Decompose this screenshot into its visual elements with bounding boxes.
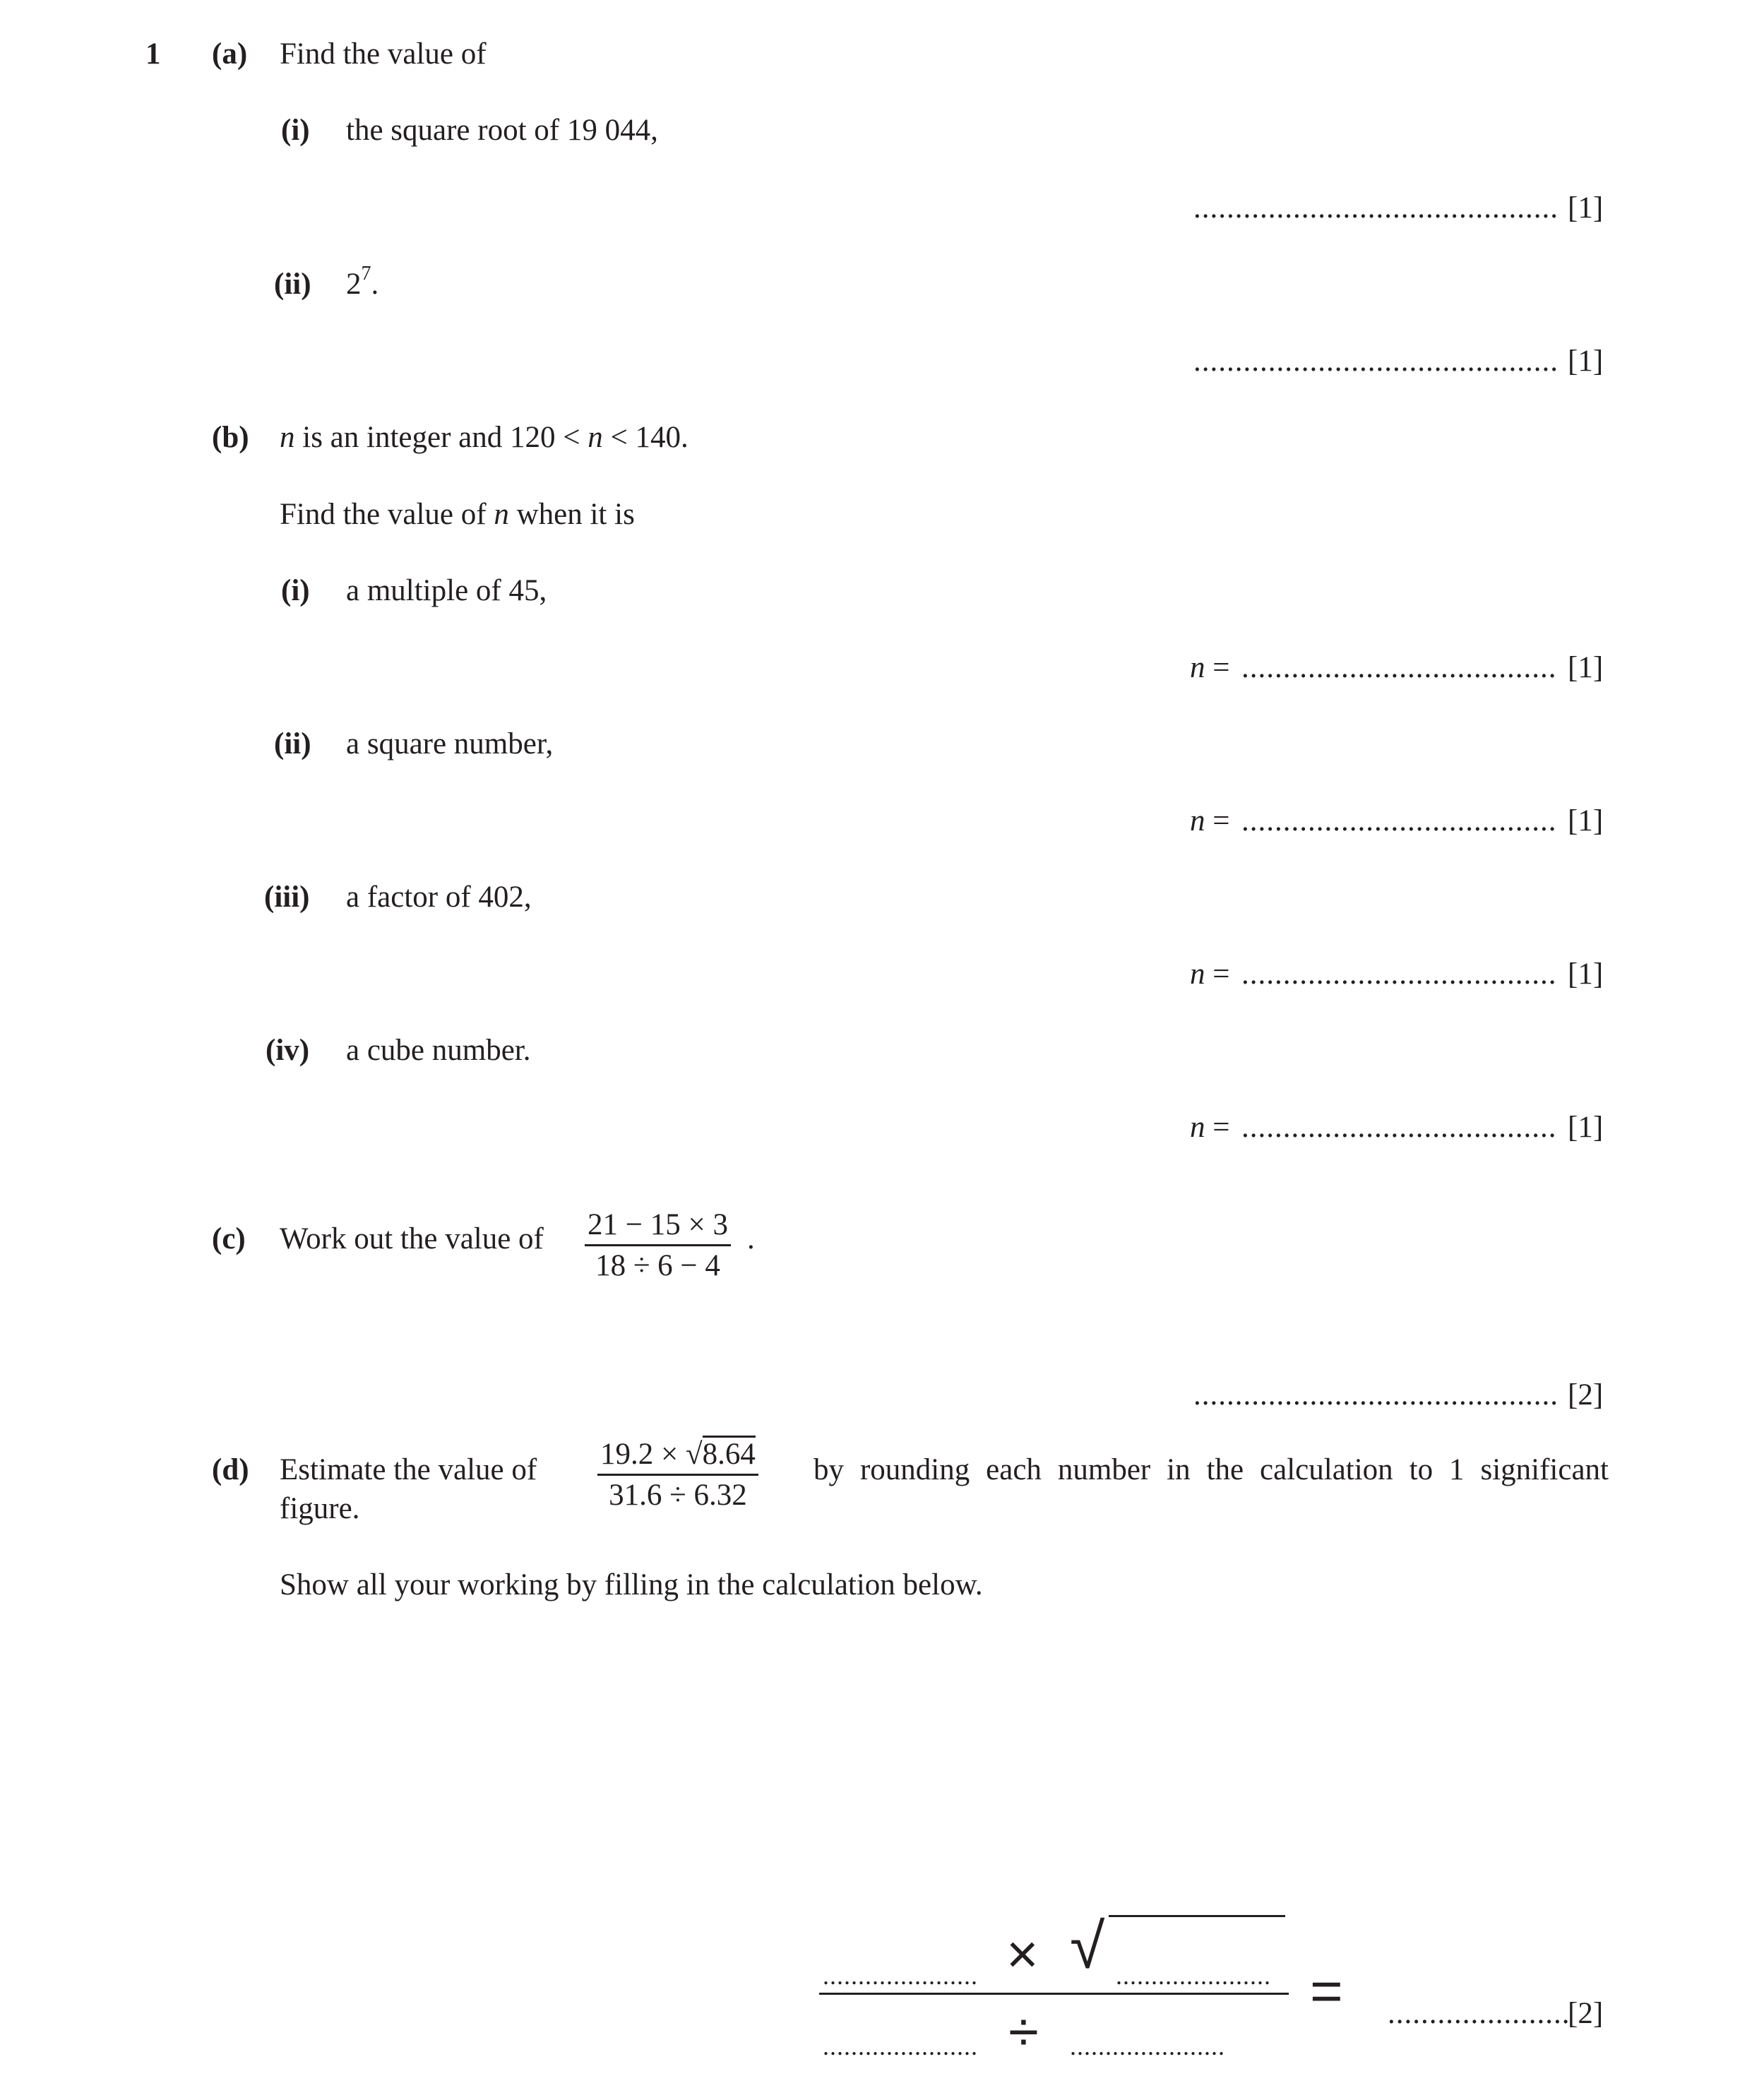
- part-b-iii-answer-eq: =: [1205, 957, 1230, 991]
- part-b-instruction: [280, 499, 635, 530]
- part-a-ii-base: 2: [346, 268, 362, 301]
- part-b-iii-text: a factor of 402,: [346, 881, 532, 914]
- part-b-ii-answer-line[interactable]: ......................................: [1241, 804, 1557, 837]
- part-b-ii-text: a square number,: [346, 727, 554, 760]
- part-b-var2: n: [588, 421, 603, 454]
- part-c-denominator: 18 ÷ 6 − 4: [585, 1244, 731, 1281]
- part-b-i-answer-prefix: [1190, 652, 1230, 683]
- part-d-text: Estimate the value of: [280, 1453, 537, 1486]
- part-b-instruction-var: n: [494, 498, 509, 531]
- part-a-i-label: (i): [281, 114, 310, 147]
- part-a-ii-answer-line[interactable]: ............................................: [1193, 345, 1559, 378]
- calc-sqrt-overbar: [1109, 1915, 1285, 1917]
- part-b-iv-answer-eq: =: [1205, 1111, 1230, 1144]
- part-b-i-marks: [1]: [1568, 651, 1604, 684]
- part-b-iv-marks: [1]: [1568, 1111, 1604, 1144]
- part-c-suffix: .: [747, 1222, 755, 1255]
- part-a-ii-marks: [1]: [1568, 345, 1604, 378]
- part-c-marks: [2]: [1568, 1378, 1604, 1412]
- part-a-ii-label: (ii): [274, 268, 311, 301]
- calc-sqrt-symbol: √: [1070, 1911, 1105, 1982]
- part-b-ii-label: (ii): [274, 727, 311, 760]
- calc-divide-symbol: ÷: [1008, 2000, 1039, 2063]
- part-d-text-wrap: figure.: [280, 1492, 360, 1525]
- part-b-iii-marks: [1]: [1568, 957, 1604, 991]
- part-b-iv-answer-line[interactable]: ......................................: [1241, 1111, 1557, 1144]
- calc-sqrt-dots[interactable]: ......................: [1116, 1962, 1271, 1990]
- part-b-label: (b): [212, 421, 249, 454]
- calc-denominator-left-dots[interactable]: ......................: [823, 2032, 978, 2060]
- part-d-label: (d): [212, 1453, 249, 1486]
- calc-numerator-left-dots[interactable]: ......................: [823, 1962, 978, 1990]
- part-b-i-answer-line[interactable]: ......................................: [1241, 651, 1557, 684]
- part-b-iv-label: (iv): [266, 1034, 310, 1067]
- part-b-iii-label: (iii): [264, 881, 310, 914]
- part-b-var: n: [280, 421, 295, 454]
- part-d-denominator: 31.6 ÷ 6.32: [597, 1474, 758, 1510]
- part-b-ii-answer-prefix: [1190, 806, 1230, 836]
- part-b-iii-answer-var: n: [1190, 957, 1205, 991]
- part-b-i-label: (i): [281, 574, 310, 607]
- part-c-label: (c): [212, 1222, 246, 1255]
- part-b-ii-answer-var: n: [1190, 804, 1205, 837]
- part-b-i-answer-var: n: [1190, 651, 1205, 684]
- calc-marks: [2]: [1568, 1997, 1604, 2030]
- part-a-label: (a): [212, 37, 248, 71]
- calc-answer-line[interactable]: ......................: [1388, 1997, 1571, 2030]
- part-d-sqrt-arg: 8.64: [703, 1436, 756, 1471]
- part-a-text: Find the value of: [280, 37, 487, 71]
- part-d-numerator-left: 19.2 ×: [600, 1438, 686, 1471]
- part-b-iii-answer-line[interactable]: ......................................: [1241, 957, 1557, 991]
- part-a-i-text: the square root of 19 044,: [346, 114, 658, 147]
- part-d-fraction: [597, 1439, 758, 1510]
- part-d-instruction: Show all your working by filling in the calculation below.: [280, 1568, 983, 1601]
- part-b-iv-answer-var: n: [1190, 1111, 1205, 1144]
- part-b-iv-text: a cube number.: [346, 1034, 531, 1067]
- part-b-text-end: < 140.: [602, 421, 689, 454]
- calc-denominator-right-dots[interactable]: ......................: [1070, 2032, 1225, 2060]
- part-a-ii-exponent: 7: [361, 263, 371, 285]
- question-number: 1: [145, 37, 161, 71]
- part-b-i-answer-eq: =: [1205, 651, 1230, 684]
- part-c-answer-line[interactable]: ............................................: [1193, 1378, 1559, 1412]
- part-a-i-marks: [1]: [1568, 191, 1604, 225]
- part-d-sqrt-symbol: √: [686, 1438, 703, 1471]
- part-b-ii-marks: [1]: [1568, 804, 1604, 837]
- part-a-ii-expression: [346, 263, 379, 301]
- part-b-ii-answer-eq: =: [1205, 804, 1230, 837]
- part-b-text: [280, 422, 689, 453]
- part-c-text: Work out the value of: [280, 1222, 544, 1255]
- part-b-iii-answer-prefix: [1190, 959, 1230, 989]
- part-c-fraction: [585, 1210, 731, 1281]
- calc-times-symbol: ×: [1006, 1923, 1039, 1985]
- part-b-instruction-end: when it is: [508, 498, 635, 531]
- part-c-numerator: 21 − 15 × 3: [588, 1208, 729, 1241]
- part-b-iv-answer-prefix: [1190, 1112, 1230, 1143]
- calc-fraction-bar: [819, 1993, 1289, 1995]
- part-b-instruction-start: Find the value of: [280, 498, 494, 531]
- part-b-text-rest: is an integer and 120 <: [294, 421, 588, 454]
- part-b-i-text: a multiple of 45,: [346, 574, 547, 607]
- part-d-numerator: [597, 1439, 758, 1474]
- part-a-i-answer-line[interactable]: ............................................: [1193, 191, 1559, 225]
- part-a-ii-suffix: .: [371, 268, 379, 301]
- part-d-text-after: by rounding each number in the calculation to 1 significant: [814, 1453, 1609, 1486]
- calc-equals-symbol: =: [1310, 1959, 1343, 2022]
